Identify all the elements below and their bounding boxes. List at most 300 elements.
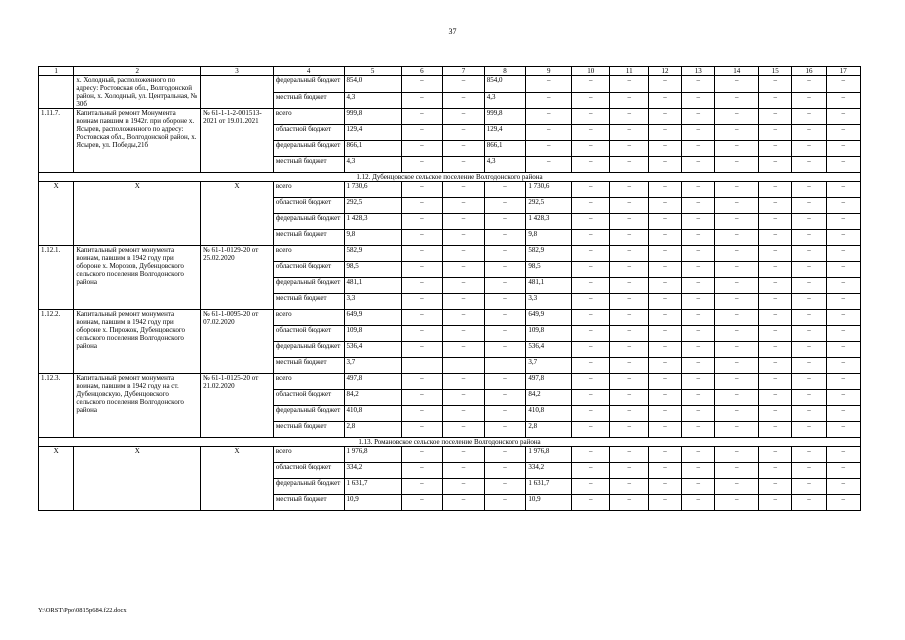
dash-cell: – xyxy=(401,447,443,463)
table-row xyxy=(39,246,861,262)
column-header: 13 xyxy=(682,67,715,76)
dash-cell: – xyxy=(610,310,648,326)
item-name: Капитальный ремонт Монумента воинам павшим в 1942г. при обороне х. Ясырев, расположенного по адресу: Ростовская обл., Волгодонской район, х. Ясырев, ул. Победы,21б xyxy=(74,109,201,173)
dash-cell: – xyxy=(443,390,485,406)
dash-cell: – xyxy=(610,495,648,511)
dash-cell: – xyxy=(826,214,860,230)
item-number xyxy=(39,76,74,109)
funding-source: областной бюджет xyxy=(273,463,344,479)
amount-cell: 497,8 xyxy=(526,374,572,390)
dash-cell: – xyxy=(443,230,485,246)
amount-cell: 3,3 xyxy=(344,294,401,310)
dash-cell: – xyxy=(759,479,792,495)
dash-cell: – xyxy=(401,92,443,109)
dash-cell: – xyxy=(759,326,792,342)
dash-cell: – xyxy=(759,310,792,326)
dash-cell: – xyxy=(443,246,485,262)
dash-cell: – xyxy=(826,374,860,390)
dash-cell: – xyxy=(826,294,860,310)
dash-cell: – xyxy=(648,278,681,294)
funding-source: всего xyxy=(273,447,344,463)
dash-cell: – xyxy=(792,262,826,278)
dash-cell: – xyxy=(401,125,443,141)
column-header: 11 xyxy=(610,67,648,76)
dash-cell: – xyxy=(648,479,681,495)
dash-cell: – xyxy=(792,230,826,246)
amount-cell: 292,5 xyxy=(344,198,401,214)
dash-cell: – xyxy=(759,342,792,358)
dash-cell: – xyxy=(610,406,648,422)
dash-cell: – xyxy=(682,246,715,262)
table-row xyxy=(39,310,861,326)
dash-cell: – xyxy=(715,141,759,157)
dash-cell: – xyxy=(610,374,648,390)
dash-cell: – xyxy=(610,326,648,342)
dash-cell: – xyxy=(759,374,792,390)
item-name: х. Холодный, расположенного по адресу: Ростовская обл., Волгодонской район, х. Холодный, ул. Центральная, № 30б xyxy=(74,76,201,109)
dash-cell: – xyxy=(648,406,681,422)
funding-source: областной бюджет xyxy=(273,326,344,342)
dash-cell: – xyxy=(682,406,715,422)
amount-cell: 3,7 xyxy=(344,358,401,374)
table-row xyxy=(39,109,861,125)
dash-cell: – xyxy=(484,278,526,294)
funding-source: местный бюджет xyxy=(273,358,344,374)
dash-cell: – xyxy=(792,310,826,326)
dash-cell: – xyxy=(759,141,792,157)
dash-cell: – xyxy=(484,342,526,358)
table-body xyxy=(39,67,861,511)
dash-cell: – xyxy=(648,310,681,326)
dash-cell: – xyxy=(826,92,860,109)
amount-cell: 3,7 xyxy=(526,358,572,374)
funding-source: областной бюджет xyxy=(273,125,344,141)
column-header: 14 xyxy=(715,67,759,76)
dash-cell: – xyxy=(792,479,826,495)
dash-cell: – xyxy=(792,495,826,511)
dash-cell: – xyxy=(401,246,443,262)
dash-cell: – xyxy=(792,390,826,406)
amount-cell: 3,3 xyxy=(526,294,572,310)
dash-cell: – xyxy=(792,157,826,173)
dash-cell: – xyxy=(648,374,681,390)
dash-cell: – xyxy=(484,447,526,463)
dash-cell: – xyxy=(715,230,759,246)
dash-cell: – xyxy=(401,198,443,214)
section-row xyxy=(39,173,861,182)
dash-cell: – xyxy=(610,157,648,173)
dash-cell: – xyxy=(526,76,572,93)
dash-cell: – xyxy=(792,125,826,141)
dash-cell: – xyxy=(401,262,443,278)
dash-cell: – xyxy=(715,447,759,463)
amount-cell: 854,0 xyxy=(344,76,401,93)
dash-cell: – xyxy=(682,358,715,374)
funding-source: федеральный бюджет xyxy=(273,479,344,495)
dash-cell: – xyxy=(792,182,826,198)
amount-cell: 2,8 xyxy=(344,422,401,438)
item-document: X xyxy=(201,182,274,246)
funding-source: областной бюджет xyxy=(273,262,344,278)
dash-cell: – xyxy=(610,447,648,463)
dash-cell: – xyxy=(572,182,610,198)
dash-cell: – xyxy=(682,374,715,390)
amount-cell: 109,8 xyxy=(526,326,572,342)
dash-cell: – xyxy=(715,422,759,438)
funding-source: федеральный бюджет xyxy=(273,214,344,230)
table-row xyxy=(39,447,861,463)
column-header: 10 xyxy=(572,67,610,76)
dash-cell: – xyxy=(682,109,715,125)
item-name: Капитальный ремонт монумента воинам, павшим в 1942 году при обороне х. Морозов, Дубенцовского сельского поселения Волгодонского района xyxy=(74,246,201,310)
dash-cell: – xyxy=(610,262,648,278)
dash-cell: – xyxy=(443,125,485,141)
dash-cell: – xyxy=(648,198,681,214)
dash-cell: – xyxy=(401,342,443,358)
dash-cell: – xyxy=(401,278,443,294)
item-document: № 61-1-0125-20 от 21.02.2020 xyxy=(201,374,274,438)
amount-cell: 129,4 xyxy=(484,125,526,141)
dash-cell: – xyxy=(610,214,648,230)
dash-cell: – xyxy=(648,390,681,406)
dash-cell: – xyxy=(715,342,759,358)
dash-cell: – xyxy=(443,157,485,173)
dash-cell: – xyxy=(759,262,792,278)
funding-source: местный бюджет xyxy=(273,495,344,511)
dash-cell: – xyxy=(715,262,759,278)
dash-cell: – xyxy=(715,390,759,406)
funding-source: местный бюджет xyxy=(273,294,344,310)
dash-cell: – xyxy=(682,92,715,109)
amount-cell: 866,1 xyxy=(484,141,526,157)
amount-cell: 410,8 xyxy=(526,406,572,422)
dash-cell: – xyxy=(443,479,485,495)
amount-cell: 999,8 xyxy=(344,109,401,125)
dash-cell: – xyxy=(648,358,681,374)
dash-cell: – xyxy=(826,310,860,326)
dash-cell: – xyxy=(572,246,610,262)
dash-cell: – xyxy=(610,246,648,262)
funding-source: местный бюджет xyxy=(273,92,344,109)
dash-cell: – xyxy=(682,125,715,141)
dash-cell: – xyxy=(759,406,792,422)
dash-cell: – xyxy=(792,214,826,230)
dash-cell: – xyxy=(572,141,610,157)
dash-cell: – xyxy=(759,447,792,463)
dash-cell: – xyxy=(484,198,526,214)
table-row xyxy=(39,76,861,93)
dash-cell: – xyxy=(792,198,826,214)
dash-cell: – xyxy=(401,310,443,326)
funding-source: федеральный бюджет xyxy=(273,76,344,93)
dash-cell: – xyxy=(792,109,826,125)
dash-cell: – xyxy=(572,326,610,342)
dash-cell: – xyxy=(826,342,860,358)
dash-cell: – xyxy=(401,374,443,390)
column-header: 15 xyxy=(759,67,792,76)
amount-cell: 109,8 xyxy=(344,326,401,342)
dash-cell: – xyxy=(682,76,715,93)
amount-cell: 1 730,6 xyxy=(526,182,572,198)
dash-cell: – xyxy=(572,390,610,406)
dash-cell: – xyxy=(759,390,792,406)
dash-cell: – xyxy=(572,214,610,230)
dash-cell: – xyxy=(648,125,681,141)
dash-cell: – xyxy=(759,422,792,438)
dash-cell: – xyxy=(715,182,759,198)
item-document: X xyxy=(201,447,274,511)
dash-cell: – xyxy=(484,246,526,262)
dash-cell: – xyxy=(484,182,526,198)
dash-cell: – xyxy=(759,495,792,511)
dash-cell: – xyxy=(759,92,792,109)
dash-cell: – xyxy=(715,198,759,214)
item-number: X xyxy=(39,447,74,511)
dash-cell: – xyxy=(826,230,860,246)
dash-cell: – xyxy=(443,374,485,390)
dash-cell: – xyxy=(715,125,759,141)
footer-path: Y:\ORST\Ppo\0815p684.f22.docx xyxy=(38,607,127,614)
dash-cell: – xyxy=(792,374,826,390)
item-number: 1.12.1. xyxy=(39,246,74,310)
dash-cell: – xyxy=(826,479,860,495)
amount-cell: 410,8 xyxy=(344,406,401,422)
dash-cell: – xyxy=(572,422,610,438)
dash-cell: – xyxy=(826,463,860,479)
amount-cell: 10,9 xyxy=(526,495,572,511)
dash-cell: – xyxy=(715,109,759,125)
amount-cell: 536,4 xyxy=(344,342,401,358)
item-name: Капитальный ремонт монумента воинам, павшим в 1942 году на ст. Дубенцовскую, Дубенцовского сельского поселения Волгодонского района xyxy=(74,374,201,438)
column-header: 16 xyxy=(792,67,826,76)
dash-cell: – xyxy=(443,342,485,358)
dash-cell: – xyxy=(572,463,610,479)
dash-cell: – xyxy=(648,246,681,262)
dash-cell: – xyxy=(682,422,715,438)
amount-cell: 999,8 xyxy=(484,109,526,125)
funding-source: всего xyxy=(273,246,344,262)
amount-cell: 10,9 xyxy=(344,495,401,511)
amount-cell: 481,1 xyxy=(344,278,401,294)
dash-cell: – xyxy=(443,326,485,342)
amount-cell: 98,5 xyxy=(344,262,401,278)
dash-cell: – xyxy=(648,447,681,463)
column-header: 12 xyxy=(648,67,681,76)
dash-cell: – xyxy=(443,109,485,125)
dash-cell: – xyxy=(572,125,610,141)
dash-cell: – xyxy=(610,182,648,198)
dash-cell: – xyxy=(648,326,681,342)
dash-cell: – xyxy=(759,182,792,198)
funding-source: федеральный бюджет xyxy=(273,342,344,358)
dash-cell: – xyxy=(648,422,681,438)
dash-cell: – xyxy=(715,76,759,93)
dash-cell: – xyxy=(759,230,792,246)
dash-cell: – xyxy=(792,326,826,342)
amount-cell: 582,9 xyxy=(526,246,572,262)
dash-cell: – xyxy=(792,422,826,438)
dash-cell: – xyxy=(443,463,485,479)
amount-cell: 9,8 xyxy=(526,230,572,246)
amount-cell: 497,8 xyxy=(344,374,401,390)
dash-cell: – xyxy=(401,390,443,406)
amount-cell: 1 631,7 xyxy=(344,479,401,495)
dash-cell: – xyxy=(610,422,648,438)
dash-cell: – xyxy=(401,109,443,125)
dash-cell: – xyxy=(826,390,860,406)
table-row xyxy=(39,182,861,198)
dash-cell: – xyxy=(572,406,610,422)
dash-cell: – xyxy=(610,342,648,358)
dash-cell: – xyxy=(484,262,526,278)
item-document: № 61-1-0095-20 от 07.02.2020 xyxy=(201,310,274,374)
amount-cell: 4,3 xyxy=(484,92,526,109)
dash-cell: – xyxy=(401,463,443,479)
column-header: 7 xyxy=(443,67,485,76)
amount-cell: 129,4 xyxy=(344,125,401,141)
dash-cell: – xyxy=(826,125,860,141)
dash-cell: – xyxy=(759,278,792,294)
dash-cell: – xyxy=(572,278,610,294)
item-document xyxy=(201,76,274,109)
dash-cell: – xyxy=(610,463,648,479)
item-number: 1.12.2. xyxy=(39,310,74,374)
dash-cell: – xyxy=(401,326,443,342)
dash-cell: – xyxy=(443,422,485,438)
funding-source: всего xyxy=(273,182,344,198)
dash-cell: – xyxy=(610,76,648,93)
dash-cell: – xyxy=(826,326,860,342)
dash-cell: – xyxy=(826,422,860,438)
amount-cell: 334,2 xyxy=(526,463,572,479)
dash-cell: – xyxy=(610,92,648,109)
dash-cell: – xyxy=(443,262,485,278)
budget-table xyxy=(38,66,861,511)
column-header: 9 xyxy=(526,67,572,76)
dash-cell: – xyxy=(443,92,485,109)
dash-cell: – xyxy=(715,246,759,262)
dash-cell: – xyxy=(648,182,681,198)
amount-cell: 536,4 xyxy=(526,342,572,358)
dash-cell: – xyxy=(648,214,681,230)
dash-cell xyxy=(443,358,485,374)
dash-cell: – xyxy=(682,310,715,326)
dash-cell: – xyxy=(443,76,485,93)
funding-source: федеральный бюджет xyxy=(273,406,344,422)
dash-cell: – xyxy=(484,294,526,310)
dash-cell: – xyxy=(792,447,826,463)
dash-cell: – xyxy=(443,447,485,463)
funding-source: областной бюджет xyxy=(273,198,344,214)
page-number: 37 xyxy=(448,27,457,36)
dash-cell: – xyxy=(826,141,860,157)
dash-cell: – xyxy=(526,125,572,141)
dash-cell: – xyxy=(610,141,648,157)
dash-cell: – xyxy=(682,262,715,278)
dash-cell: – xyxy=(443,214,485,230)
dash-cell: – xyxy=(715,214,759,230)
funding-source: федеральный бюджет xyxy=(273,141,344,157)
dash-cell: – xyxy=(401,495,443,511)
dash-cell: – xyxy=(648,157,681,173)
dash-cell: – xyxy=(826,358,860,374)
dash-cell: – xyxy=(715,157,759,173)
dash-cell: – xyxy=(682,294,715,310)
dash-cell: – xyxy=(759,358,792,374)
dash-cell: – xyxy=(682,447,715,463)
dash-cell: – xyxy=(443,182,485,198)
dash-cell: – xyxy=(648,76,681,93)
amount-cell: 4,3 xyxy=(344,157,401,173)
amount-cell: 1 631,7 xyxy=(526,479,572,495)
column-header: 3 xyxy=(201,67,274,76)
dash-cell: – xyxy=(792,294,826,310)
dash-cell: – xyxy=(682,230,715,246)
amount-cell: 582,9 xyxy=(344,246,401,262)
dash-cell: – xyxy=(648,262,681,278)
amount-cell: 334,2 xyxy=(344,463,401,479)
amount-cell: 4,3 xyxy=(344,92,401,109)
dash-cell: – xyxy=(401,230,443,246)
dash-cell: – xyxy=(715,374,759,390)
dash-cell: – xyxy=(792,358,826,374)
item-number: 1.12.3. xyxy=(39,374,74,438)
amount-cell: 1 730,6 xyxy=(344,182,401,198)
dash-cell: – xyxy=(792,246,826,262)
item-number: X xyxy=(39,182,74,246)
dash-cell: – xyxy=(826,406,860,422)
dash-cell: – xyxy=(648,294,681,310)
amount-cell: 9,8 xyxy=(344,230,401,246)
dash-cell xyxy=(401,358,443,374)
funding-source: местный бюджет xyxy=(273,157,344,173)
dash-cell: – xyxy=(682,479,715,495)
dash-cell: – xyxy=(610,294,648,310)
dash-cell: – xyxy=(826,447,860,463)
dash-cell: – xyxy=(715,495,759,511)
dash-cell: – xyxy=(826,109,860,125)
funding-source: областной бюджет xyxy=(273,390,344,406)
dash-cell: – xyxy=(715,294,759,310)
amount-cell: 649,9 xyxy=(526,310,572,326)
dash-cell: – xyxy=(715,310,759,326)
dash-cell: – xyxy=(715,92,759,109)
dash-cell: – xyxy=(682,390,715,406)
dash-cell: – xyxy=(826,76,860,93)
dash-cell: – xyxy=(484,406,526,422)
dash-cell: – xyxy=(682,182,715,198)
table-row xyxy=(39,374,861,390)
dash-cell: – xyxy=(484,326,526,342)
dash-cell: – xyxy=(484,230,526,246)
dash-cell: – xyxy=(715,463,759,479)
item-name: X xyxy=(74,182,201,246)
dash-cell: – xyxy=(792,406,826,422)
dash-cell: – xyxy=(648,230,681,246)
dash-cell: – xyxy=(682,463,715,479)
dash-cell: – xyxy=(572,310,610,326)
dash-cell: – xyxy=(682,214,715,230)
dash-cell: – xyxy=(648,141,681,157)
column-header: 1 xyxy=(39,67,74,76)
dash-cell: – xyxy=(443,198,485,214)
amount-cell: 1 976,8 xyxy=(526,447,572,463)
dash-cell: – xyxy=(682,495,715,511)
dash-cell: – xyxy=(443,294,485,310)
dash-cell: – xyxy=(484,479,526,495)
dash-cell: – xyxy=(443,310,485,326)
dash-cell: – xyxy=(401,422,443,438)
